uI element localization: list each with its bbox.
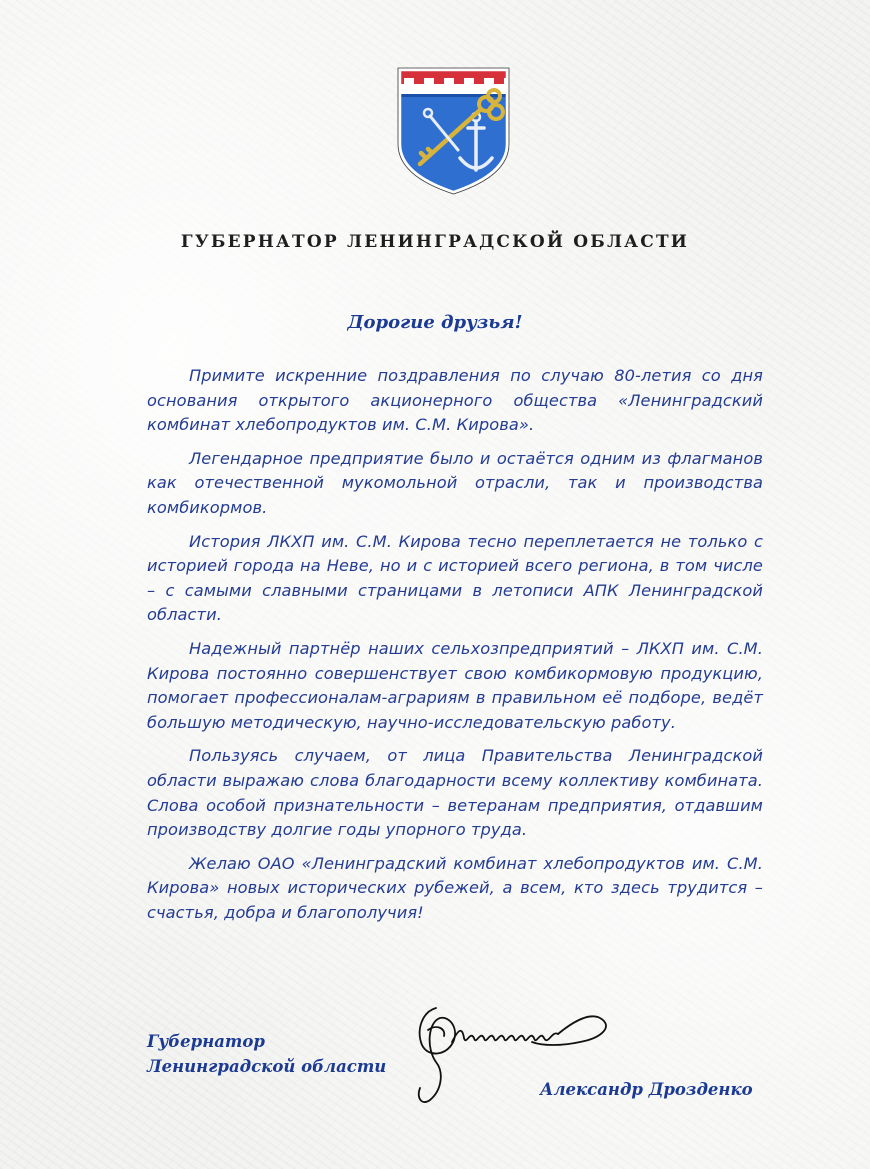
signer-name: Александр Дрозденко	[540, 1080, 753, 1099]
paragraph: Примите искренние поздравления по случаю 80-летия со дня основания открытого акционерного общества «Ленинградский комбинат хлебопродуктов им. С.М. Кирова».	[147, 366, 763, 435]
page-header: ГУБЕРНАТОР ЛЕНИНГРАДСКОЙ ОБЛАСТИ	[180, 232, 690, 252]
paragraph: Легендарное предприятие было и остаётся одним из флагманов как отечественной мукомольной отрасли, так и производства комбикормов.	[147, 448, 763, 517]
greeting: Дорогие друзья!	[347, 312, 523, 333]
paragraph: История ЛКХП им. С.М. Кирова тесно переплетается не только с историей города на Неве, но и с историей всего региона, в том числе – с самыми славными страницами в летописи АПК Ленинградской области.	[147, 531, 763, 625]
signer-title	[147, 1029, 386, 1079]
paragraph: Надежный партнёр наших сельхозпредприятий – ЛКХП им. С.М. Кирова постоянно совершенствует свою комбикормовую продукцию, помогает профессионалам-аграриям в правильном её подборе, ведёт большую методическую, научно-исследовательскую работу.	[147, 638, 763, 732]
coat-of-arms-icon	[396, 66, 511, 196]
signer-title-line2: Ленинградской области	[147, 1057, 387, 1076]
paragraph: Пользуясь случаем, от лица Правительства Ленинградской области выражаю слова благодарности всему коллективу комбината. Слова особой признательности – ветеранам предприятия, отдавшим производству долгие годы упорного труда.	[147, 746, 763, 840]
paragraph: Желаю ОАО «Ленинградский комбинат хлебопродуктов им. С.М. Кирова» новых исторических рубежей, а всем, кто здесь трудится – счастья, добра и благополучия!	[147, 853, 763, 922]
letter-body	[147, 364, 763, 934]
signer-title-line1: Губернатор	[147, 1032, 265, 1051]
